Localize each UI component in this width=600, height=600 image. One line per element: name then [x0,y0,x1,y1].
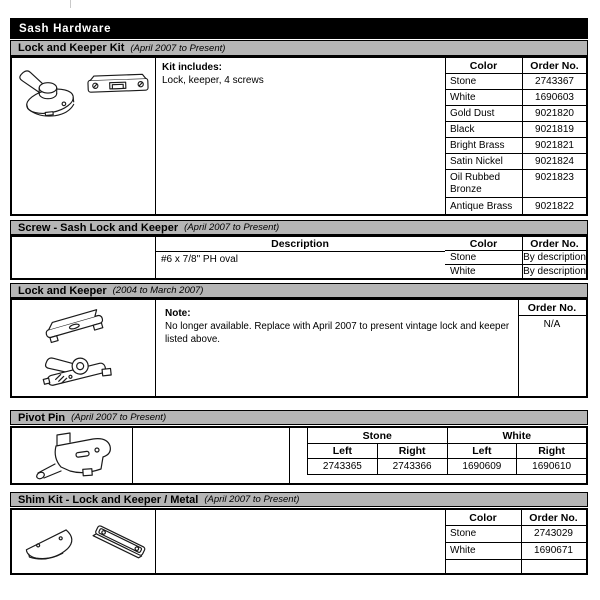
section-date-range: (April 2007 to Present) [204,494,300,505]
note-label: Note: [165,308,191,319]
keeper-plate-drawing [86,72,150,98]
description-column-header: Description [271,238,329,250]
order-cell: 9021823 [535,172,574,183]
color-cell: Satin Nickel [445,154,523,169]
order-cell: N/A [543,318,561,330]
note-text: No longer available. Replace with April 2007 to present vintage lock and keeper listed above. [165,321,510,345]
kit-color-table [445,58,586,214]
order-cell: 2743366 [378,459,448,474]
description-cell: #6 x 7/8" PH oval [161,254,238,265]
color-cell: Oil Rubbed Bronze [445,170,523,197]
left-column-header: Left [448,444,518,458]
table-row [445,74,586,90]
lock-keeper-old-table [10,298,588,398]
table-row [445,138,586,154]
color-cell: Stone [445,74,523,89]
table-divider [289,428,290,483]
section-date-range: (April 2007 to Present) [130,42,226,54]
section-title: Shim Kit - Lock and Keeper / Metal [18,493,199,506]
table-row [445,90,586,106]
old-lock-drawing [28,346,126,394]
order-cell: 2743365 [308,459,378,474]
stone-group-header: Stone [308,428,448,443]
section-title: Pivot Pin [18,411,66,424]
table-header-row [308,428,586,444]
color-column-header: Color [445,237,523,250]
color-cell: Gold Dust [445,106,523,121]
kit-includes-label: Kit includes: [162,62,223,73]
color-cell: Antique Brass [445,198,523,214]
order-column-header: Order No. [530,237,579,250]
lock-keeper-kit-table [10,56,588,216]
table-row [445,106,586,122]
bar-shim-drawing [88,514,152,568]
section-date-range: (2004 to March 2007) [112,285,204,296]
section-header-shim-kit [10,492,588,507]
kit-includes-text: Lock, keeper, 4 screws [162,75,264,86]
order-cell: 1690603 [535,92,574,103]
scan-artifact [70,0,71,8]
section-date-range: (April 2007 to Present) [71,412,167,423]
section-title: Lock and Keeper Kit [18,42,125,54]
order-cell: 9021820 [535,108,574,119]
page-title-bar [10,18,588,39]
screw-table [10,235,588,280]
right-column-header: Right [378,444,448,458]
table-divider [155,510,156,573]
half-moon-shim-drawing [18,518,84,568]
table-header-row [445,237,586,251]
pivot-pin-drawing [24,432,120,480]
table-row [445,198,586,214]
order-cell: By description [523,252,586,263]
section-header-pivot-pin [10,410,588,425]
table-row [445,170,586,198]
color-cell: White [445,90,523,105]
order-cell: 9021822 [535,200,574,212]
table-row [445,154,586,170]
cam-lock-drawing [16,64,84,120]
order-cell: By description [523,266,586,277]
white-group-header: White [502,429,532,442]
order-column-header: Order No. [527,301,577,314]
order-cell: 2743367 [535,76,574,87]
table-divider [445,559,586,560]
left-column-header: Left [308,444,378,458]
section-header-lock-keeper-old [10,283,588,298]
screw-color-table [445,237,586,278]
color-column-header: Color [469,511,497,524]
pivot-order-table [307,428,586,475]
note-cell [165,307,515,346]
right-column-header: Right [538,445,566,457]
order-cell: 1690671 [534,545,573,556]
page-title: Sash Hardware [19,22,112,35]
kit-includes-cell [162,61,432,87]
table-row [445,251,586,265]
order-cell: 1690609 [448,459,518,474]
table-row [445,122,586,138]
order-cell: 2743029 [534,528,573,539]
color-cell: White [450,545,476,556]
table-row [445,265,586,278]
table-divider [155,300,156,396]
table-divider [155,58,156,214]
order-cell: 9021819 [535,124,574,135]
shim-kit-table [10,508,588,575]
section-title: Lock and Keeper [18,284,107,297]
section-header-screw [10,220,588,235]
table-subheader-row [308,444,586,459]
color-cell: Black [445,122,523,137]
table-divider [155,251,445,252]
section-date-range: (April 2007 to Present) [184,222,280,233]
color-cell: Stone [450,528,477,539]
table-header-row [445,58,586,74]
order-column-header: Order No. [530,59,579,72]
color-cell: White [445,265,523,278]
table-divider [132,428,133,483]
order-cell: 9021821 [535,140,574,151]
section-header-lock-keeper-kit [10,40,588,56]
section-title: Screw - Sash Lock and Keeper [18,221,179,234]
color-cell: Stone [445,251,523,264]
color-cell: Bright Brass [445,138,523,153]
order-column-header: Order No. [529,511,578,524]
table-row [308,459,586,475]
table-divider [518,315,586,316]
order-cell: 1690610 [532,461,572,472]
color-column-header: Color [445,58,523,73]
order-cell: 9021824 [535,156,574,167]
pivot-pin-table [10,426,588,485]
old-keeper-drawing [30,305,122,345]
